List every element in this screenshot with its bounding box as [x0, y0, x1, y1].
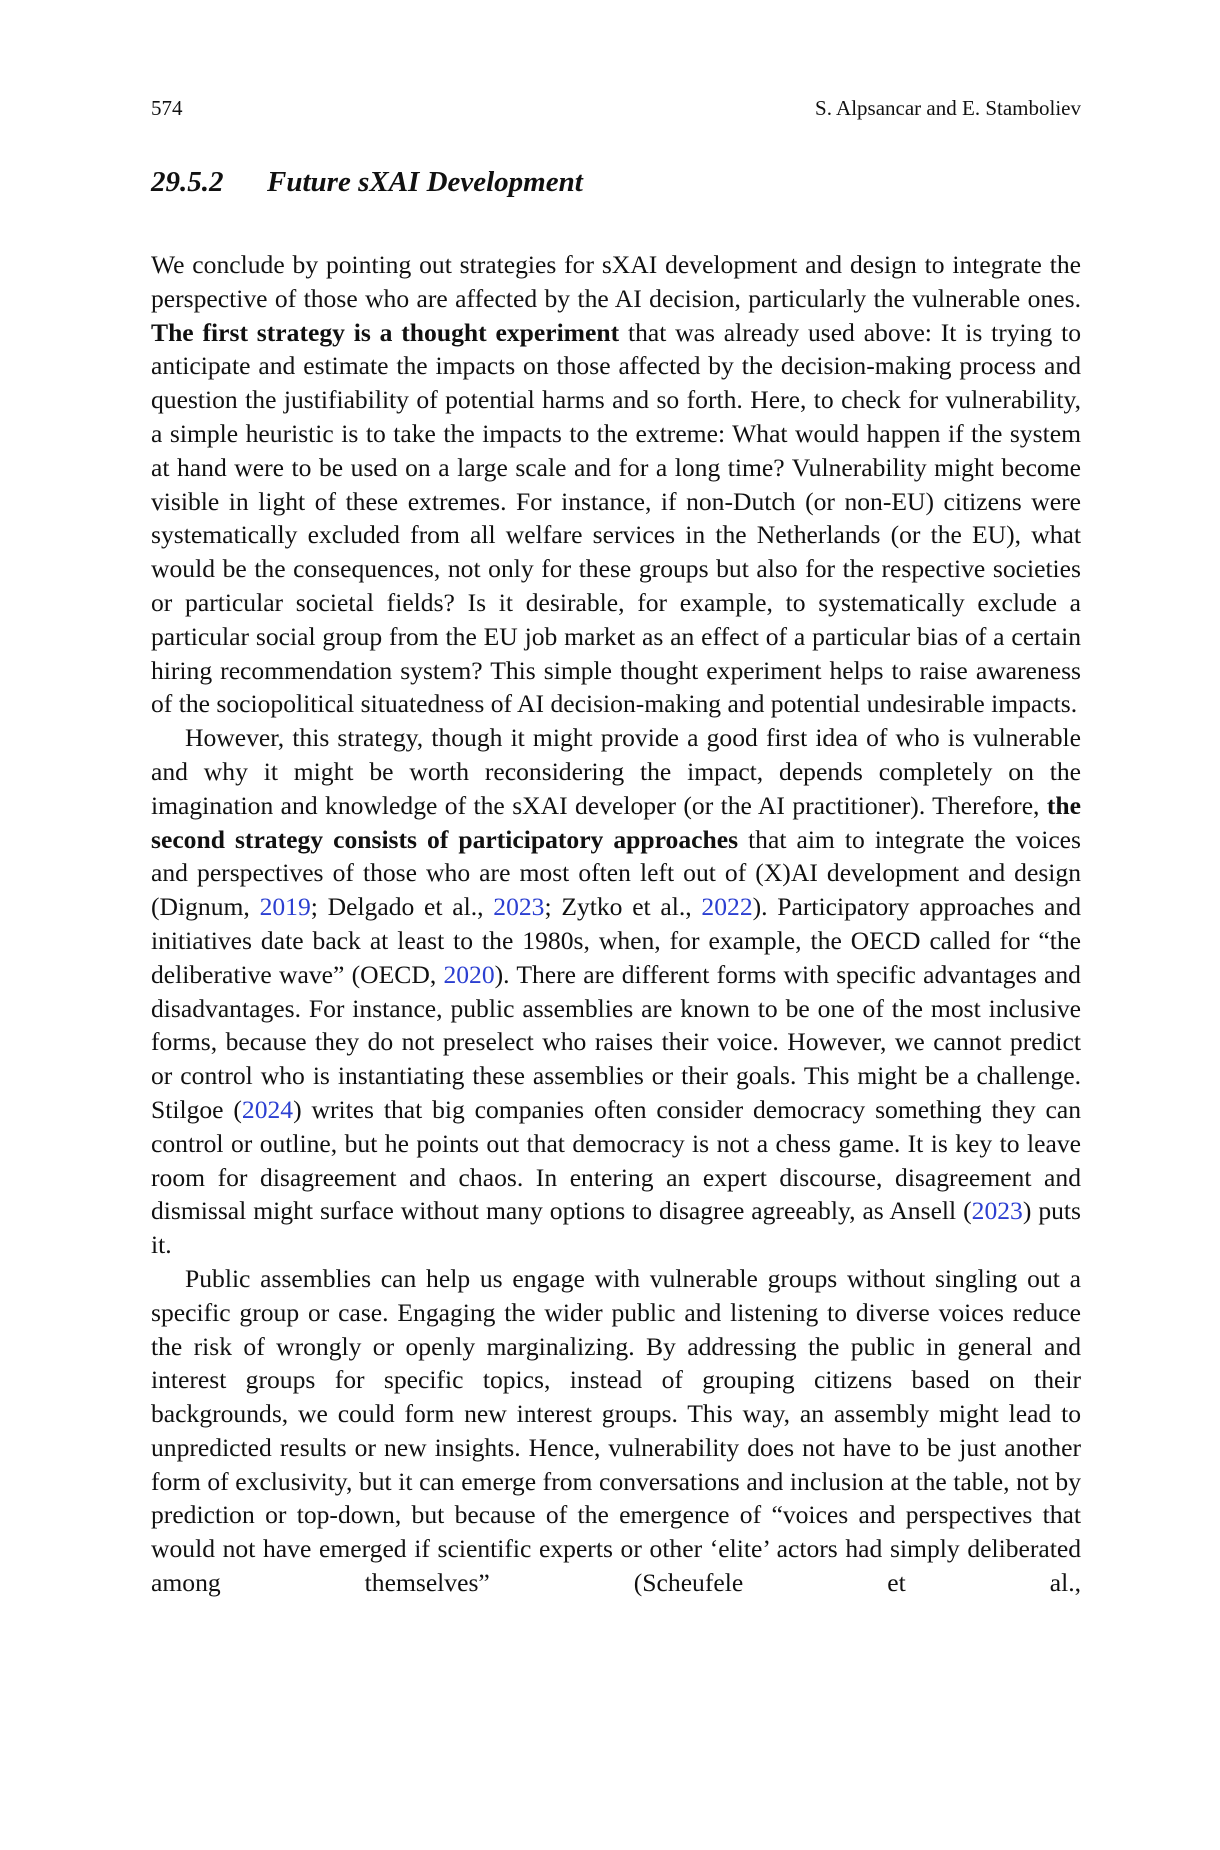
text: that aim to integrate the voices and perspectives of those who are most often left out of (X)AI development and design (Dignum,: [151, 824, 1081, 922]
body-text: [151, 248, 1081, 1600]
citation-link-delgado-2023[interactable]: 2023: [493, 892, 545, 922]
text: ; Delgado et al.,: [310, 892, 494, 922]
citation-link-dignum-2019[interactable]: 2019: [259, 892, 311, 922]
text: that was already used above: It is trying to anticipate and estimate the impacts on those affected by the decision-making process and question the justifiability of potential harms and so forth. Here, to check for vulnerability, a simple heuristic is to take the impacts to the extreme: What would happen if the system at hand were to be used on a large scale and for a long time? Vulnerability might become visible in light of these extremes. For instance, if non-Dutch (or non-EU) citizens were systematically excluded from all welfare services in the Netherlands (or the EU), what would be the consequences, not only for these groups but also for the respective societies or particular societal fields? Is it desirable, for example, to systematically exclude a particular social group from the EU job market as an effect of a particular bias of a certain hiring recommendation system? This simple thought experiment helps to raise awareness of the sociopolitical situatedness of AI decision-making and potential undesirable impacts.: [151, 317, 1081, 719]
text: ) puts it.: [151, 1196, 1082, 1260]
citation-link-oecd-2020[interactable]: 2020: [443, 959, 495, 989]
bold-text: the second strategy consists of participatory approaches: [151, 790, 1081, 854]
running-head-authors: S. Alpsancar and E. Stamboliev: [815, 96, 1081, 120]
text: ; Zytko et al.,: [544, 892, 702, 922]
text: However, this strategy, though it might provide a good first idea of who is vulnerable and why it might be worth reconsidering the impact, depends completely on the imagination and knowledge of the sXAI developer (or the AI practitioner). Therefore,: [151, 723, 1081, 820]
text: ). Participatory approaches and initiatives date back at least to the 1980s, when, for example, the OECD called for “the deliberative wave” (OECD,: [151, 892, 1082, 989]
section-number: 29.5.2: [151, 166, 224, 198]
paragraph-3: [151, 1262, 1081, 1600]
text: ). There are different forms with specific advantages and disadvantages. For instance, public assemblies are known to be one of the most inclusive forms, because they do not preselect who raises their voice. However, we cannot predict or control who is instantiating these assemblies or their goals. This might be a challenge. Stilgoe (: [151, 959, 1081, 1124]
text: ) writes that big companies often consider democracy something they can control or outline, but he points out that democracy is not a chess game. It is key to leave room for disagreement and chaos. In entering an expert discourse, disagreement and dismissal might surface without many options to disagree agreeably, as Ansell (: [151, 1094, 1081, 1226]
paragraph-2: [151, 721, 1081, 1262]
citation-link-zytko-2022[interactable]: 2022: [701, 892, 753, 922]
citation-link-ansell-2023[interactable]: 2023: [971, 1196, 1023, 1226]
section-heading: [151, 166, 583, 199]
text: We conclude by pointing out strategies for sXAI development and design to integrate the perspective of those who are affected by the AI decision, particularly the vulnerable ones.: [151, 250, 1081, 313]
text: Public assemblies can help us engage with vulnerable groups without singling out a specific group or case. Engaging the wider public and listening to diverse voices reduce the risk of wrongly or openly marginalizing. By addressing the public in general and interest groups for specific topics, instead of grouping citizens based on their backgrounds, we could form new interest groups. This way, an assembly might lead to unpredicted results or new insights. Hence, vulnerability does not have to be just another form of exclusivity, but it can emerge from conversations and inclusion at the table, not by prediction or top-down, but because of the emergence of “voices and perspectives that would not have emerged if scientific experts or other ‘elite’ actors had simply deliberated among themselves” (Scheufele et al.,: [151, 1263, 1081, 1598]
page-number: 574: [151, 96, 183, 120]
bold-text: The first strategy is a thought experiment: [151, 317, 620, 347]
running-head: [151, 96, 1081, 121]
citation-link-stilgoe-2024[interactable]: 2024: [241, 1094, 294, 1124]
section-title: Future sXAI Development: [267, 166, 583, 198]
paragraph-1: [151, 248, 1081, 721]
